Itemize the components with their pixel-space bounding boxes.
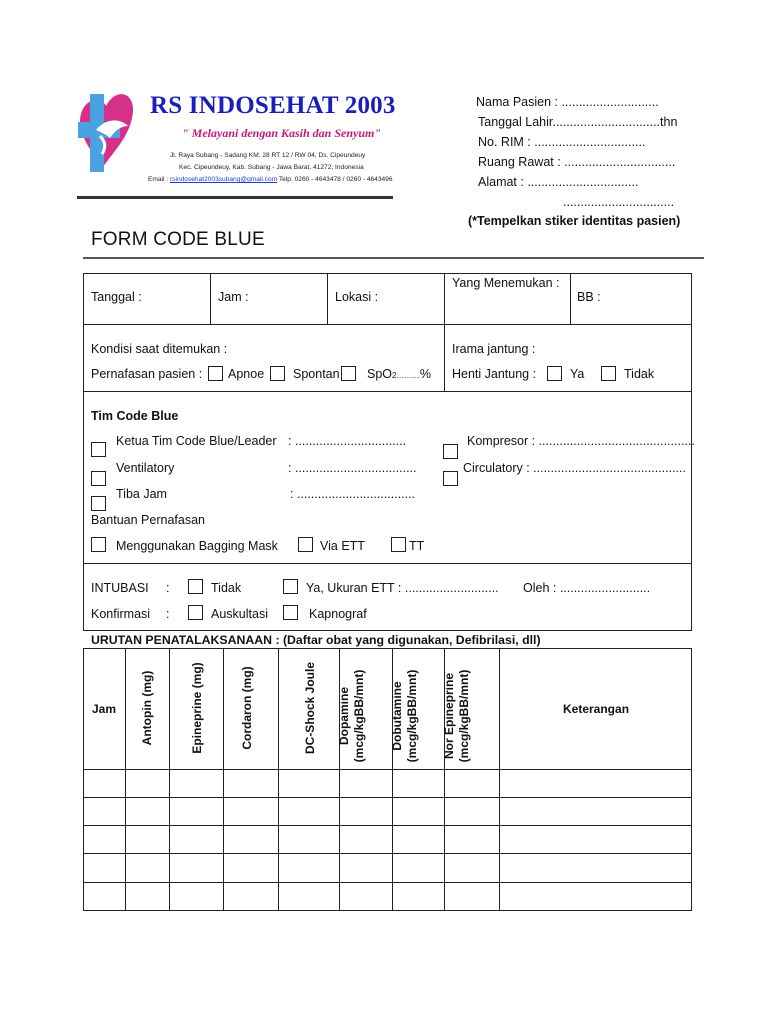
ketua-field[interactable]: : ................................ [288,434,407,448]
sticker-note: (*Tempelkan stiker identitas pasien) [468,214,681,228]
email-link[interactable]: rsindosehat2003subang@gmail.com [170,176,278,183]
auskultasi-checkbox[interactable] [188,605,203,620]
spo2-checkbox[interactable] [341,366,356,381]
col-keterangan-header: Keterangan [563,702,630,716]
email-label: Email : [148,176,169,183]
col-dopamine-line1: Dopamine [337,687,351,746]
col-norepi-line1: Nor Epineprine [442,673,456,760]
bb-field[interactable]: BB : [577,290,601,304]
col-norepineprine-header [442,656,472,776]
auskultasi-label: Auskultasi [211,607,268,621]
intubasi-label: INTUBASI [91,581,149,595]
spo2-field[interactable] [367,367,431,381]
kapnograf-checkbox[interactable] [283,605,298,620]
field-alamat[interactable]: Alamat : ................................ [478,175,639,189]
col-cordaron-header: Cordaron (mg) [240,666,254,750]
table-col-divider [499,648,500,911]
apnoe-label: Apnoe [228,367,265,381]
tt-checkbox[interactable] [391,537,406,552]
table-row [83,853,692,854]
row-divider [83,563,692,564]
header-divider [77,196,393,199]
ukuran-ett-field[interactable]: Ya, Ukuran ETT : ........................... [306,581,499,595]
spo2-unit: % [419,367,431,381]
ventilatory-label: Ventilatory [116,461,175,475]
jam-field[interactable]: Jam : [218,290,249,304]
col-norepi-line2: (mcg/kgBB/mnt) [457,669,471,763]
henti-label: Henti Jantung : [452,367,537,381]
row-divider [83,324,692,325]
hospital-logo-icon [76,88,136,180]
kompresor-checkbox[interactable] [443,444,458,459]
table-col-divider [223,648,224,911]
tiba-jam-checkbox[interactable] [91,496,106,511]
kondisi-label: Kondisi saat ditemukan : [91,342,228,356]
ventilatory-field[interactable]: : ................................... [288,461,417,475]
bagging-label: Menggunakan Bagging Mask [116,539,278,553]
henti-ya-label: Ya [570,367,585,381]
apnoe-checkbox[interactable] [208,366,223,381]
irama-label: Irama jantung : [452,342,536,356]
pernafasan-label: Pernafasan pasien : [91,367,203,381]
henti-tidak-checkbox[interactable] [601,366,616,381]
konfirmasi-colon: : [166,607,170,621]
lokasi-field[interactable]: Lokasi : [335,290,379,304]
tt-label: TT [409,539,425,553]
konfirmasi-label: Konfirmasi [91,607,151,621]
intubasi-tidak-checkbox[interactable] [188,579,203,594]
col-antopin-header: Antopin (mg) [140,670,154,746]
hospital-name: RS INDOSEHAT 2003 [150,92,396,119]
cell-divider [327,273,328,324]
address-line-2: Kec. Cipeundeuy, Kab. Subang - Jawa Barat, 41272, Indonesia [179,164,364,171]
field-nama-pasien[interactable]: Nama Pasien : ............................ [476,95,659,109]
field-no-rim[interactable]: No. RIM : ................................ [478,135,646,149]
code-blue-form [83,273,692,631]
circulatory-checkbox[interactable] [443,471,458,486]
contact-line [148,176,393,183]
tiba-jam-field[interactable]: : .................................. [290,487,416,501]
spo2-dots: .............. [396,374,420,380]
tanggal-field[interactable]: Tanggal : [91,290,142,304]
spo2-label: SpO [367,367,393,381]
spontan-checkbox[interactable] [270,366,285,381]
yang-menemukan-field[interactable]: Yang Menemukan : [452,276,560,290]
col-dopamine-line2: (mcg/kgBB/mnt) [352,669,366,763]
tiba-jam-label: Tiba Jam [116,487,167,501]
spo2-subscript: 2 [392,371,397,380]
title-divider [83,257,704,259]
tim-code-blue-title: Tim Code Blue [91,409,179,423]
ketua-checkbox[interactable] [91,442,106,457]
table-col-divider [125,648,126,911]
field-tanggal-lahir[interactable]: Tanggal Lahir...............................thn [478,115,678,129]
hospital-motto: " Melayani dengan Kasih dan Senyum" [182,126,382,140]
phone-numbers: Telp. 0260 - 4643478 / 0260 - 4643496 [278,176,393,183]
medication-table [83,648,692,911]
via-ett-checkbox[interactable] [298,537,313,552]
bagging-checkbox[interactable] [91,537,106,552]
address-line-1: Jl. Raya Subang - Sadang KM. 28 RT 12 / RW 04, Ds. Cipeundeuy [170,152,366,159]
table-col-divider [278,648,279,911]
table-row [83,797,692,798]
oleh-field[interactable]: Oleh : .......................... [523,581,651,595]
col-dopamine-header [337,656,367,776]
col-dobutamine-line2: (mcg/kgBB/mnt) [405,669,419,763]
cell-divider [210,273,211,324]
kapnograf-label: Kapnograf [309,607,367,621]
table-row [83,882,692,883]
form-title: FORM CODE BLUE [91,229,265,250]
circulatory-field[interactable]: Circulatory : ............................................ [463,461,686,475]
urutan-title: URUTAN PENATALAKSANAAN : (Daftar obat yang digunakan, Defibrilasi, dll) [91,633,541,647]
table-row [83,769,692,770]
intubasi-ya-checkbox[interactable] [283,579,298,594]
spontan-label: Spontan [293,367,340,381]
field-alamat-cont[interactable]: ................................ [563,195,675,209]
cell-divider [444,273,445,391]
row-divider [83,391,692,392]
field-ruang-rawat[interactable]: Ruang Rawat : ................................ [478,155,676,169]
bantuan-label: Bantuan Pernafasan [91,513,205,527]
henti-ya-checkbox[interactable] [547,366,562,381]
henti-tidak-label: Tidak [624,367,655,381]
table-row [83,825,692,826]
col-dobutamine-header [390,656,420,776]
col-jam-header: Jam [92,702,117,716]
ketua-label: Ketua Tim Code Blue/Leader [116,434,277,448]
via-ett-label: Via ETT [320,539,365,553]
col-dobutamine-line1: Dobutamine [390,681,404,751]
col-dcshock-header: DC-Shock Joule [303,662,317,755]
cell-divider [570,273,571,324]
intubasi-tidak-label: Tidak [211,581,242,595]
table-col-divider [169,648,170,911]
ventilatory-checkbox[interactable] [91,471,106,486]
col-epineprine-header: Epineprine (mg) [190,662,204,754]
kompresor-field[interactable]: Kompresor : ............................................. [467,434,695,448]
intubasi-colon: : [166,581,170,595]
